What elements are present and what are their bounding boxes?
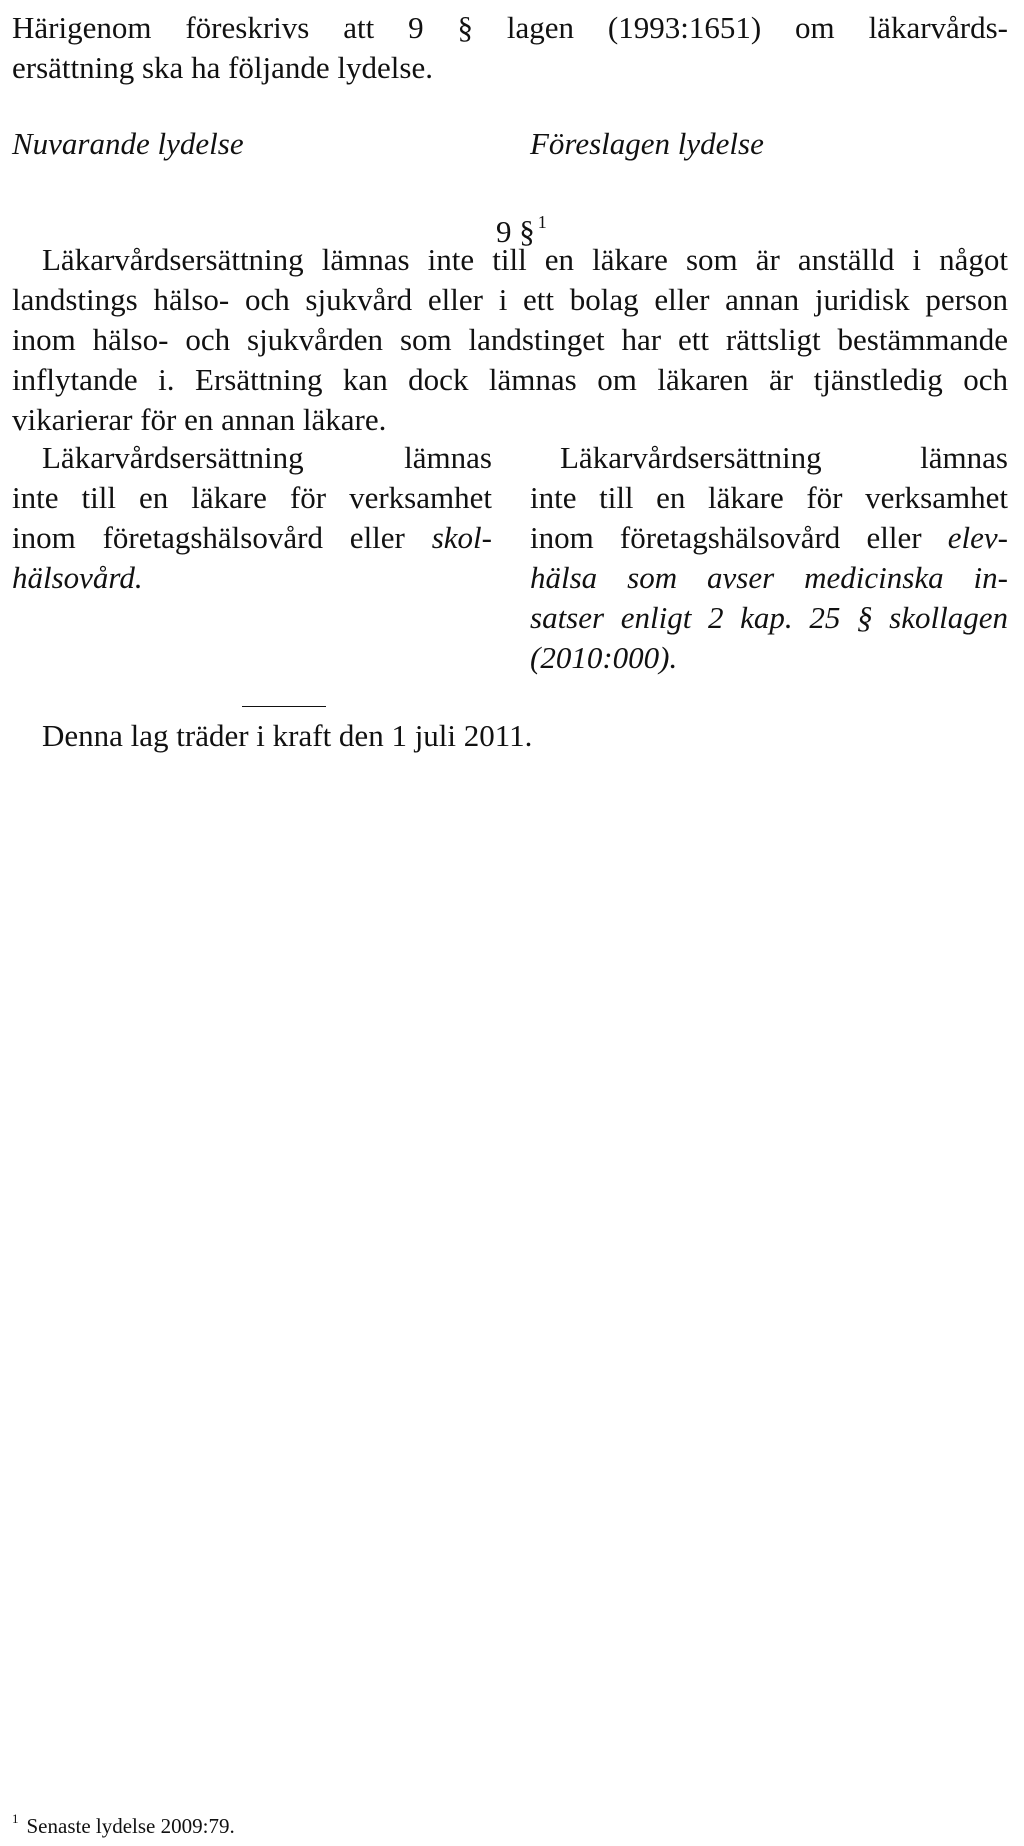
footnote-marker: 1 xyxy=(12,1811,19,1826)
current-wording-heading: Nuvarande lydelse xyxy=(12,126,244,161)
current-text-line xyxy=(12,518,492,558)
current-text-line: hälsovård. xyxy=(12,560,143,595)
footnote-text: Senaste lydelse 2009:79. xyxy=(26,1814,235,1838)
common-text-line: vikarierar för en annan läkare. xyxy=(12,402,387,437)
section-label: 9 § xyxy=(496,214,535,249)
current-text-plain: inom företagshälsovård eller xyxy=(12,520,432,555)
proposed-wording-heading: Föreslagen lydelse xyxy=(530,126,764,161)
proposed-wording-column xyxy=(530,438,1008,678)
proposed-text-line: satser enligt 2 kap. 25 § skollagen xyxy=(530,600,1008,635)
proposed-text-italic: elev- xyxy=(947,520,1008,555)
common-text-line: landstings hälso- och sjukvård eller i ett bolag eller annan juridisk person xyxy=(12,282,1008,317)
current-text-line: inte till en läkare för verksamhet xyxy=(12,480,492,515)
intro-line: ersättning ska ha följande lydelse. xyxy=(12,50,433,85)
intro-line: Härigenom föreskrivs att 9 § lagen (1993:1651) om läkarvårds- xyxy=(12,10,1008,45)
proposed-text-line: hälsa som avser medicinska in- xyxy=(530,560,1008,595)
common-text-line: inom hälso- och sjukvården som landstinget har ett rättsligt bestämmande xyxy=(12,322,1008,357)
proposed-text-line xyxy=(530,518,1008,558)
proposed-text-line: (2010:000). xyxy=(530,640,678,675)
effective-date-text: Denna lag träder i kraft den 1 juli 2011. xyxy=(42,718,533,753)
footnote-reference: 1 xyxy=(537,212,547,232)
footnote xyxy=(12,1805,235,1840)
intro-paragraph xyxy=(12,8,1008,88)
proposed-text-plain: inom företagshälsovård eller xyxy=(530,520,948,555)
common-text-line: Läkarvårdsersättning lämnas inte till en läkare som är anställd i något xyxy=(42,242,1008,277)
current-text-line: Läkarvårdsersättning lämnas xyxy=(42,440,492,475)
common-text-paragraph xyxy=(12,240,1008,440)
proposed-text-line: inte till en läkare för verksamhet xyxy=(530,480,1008,515)
proposed-text-line: Läkarvårdsersättning lämnas xyxy=(560,440,1008,475)
current-wording-column xyxy=(12,438,492,598)
separator-rule xyxy=(242,706,326,707)
common-text-line: inflytande i. Ersättning kan dock lämnas om läkaren är tjänstledig och xyxy=(12,362,1008,397)
current-text-italic: skol- xyxy=(431,520,492,555)
